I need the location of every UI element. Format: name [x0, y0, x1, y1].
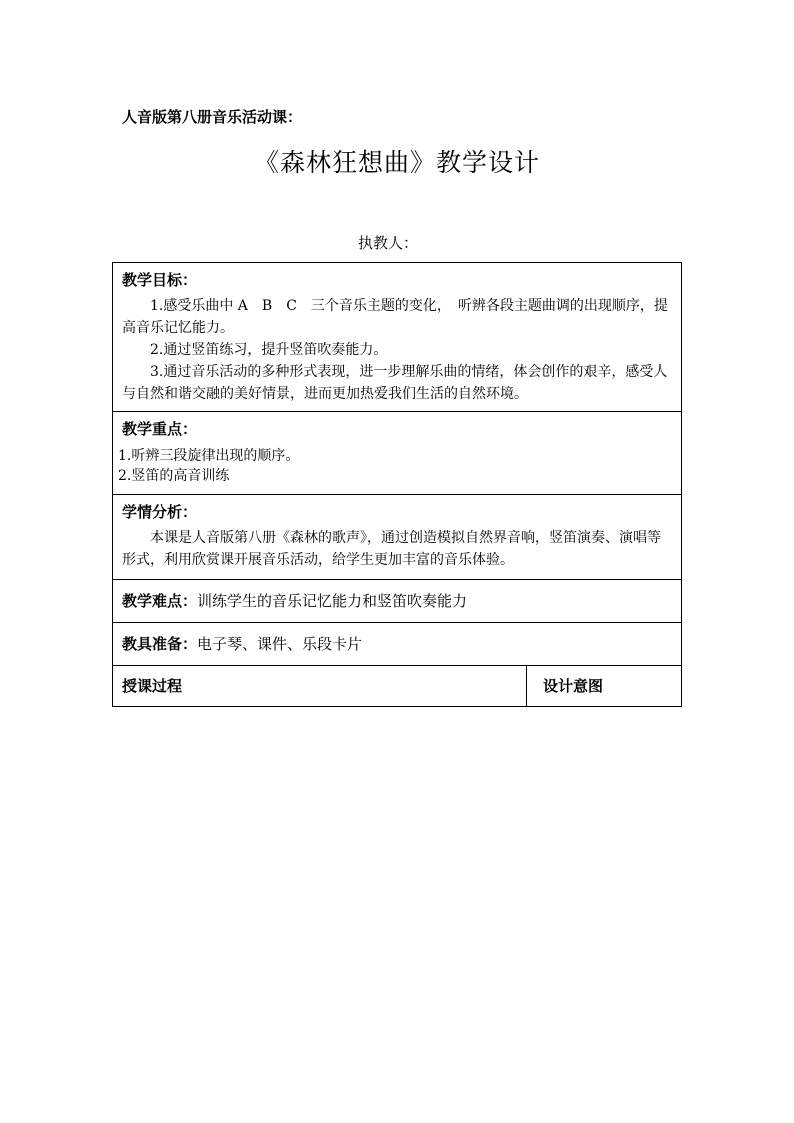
key-point-item: 2.竖笛的高音训练	[118, 468, 230, 484]
materials-row	[113, 623, 682, 666]
materials-cell	[113, 623, 682, 666]
document-title: 《森林狂想曲》教学设计	[253, 148, 540, 177]
difficulty-cell	[113, 580, 682, 623]
analysis-heading: 学情分析：	[122, 503, 198, 521]
key-points-cell	[113, 412, 682, 495]
teacher-label: 执教人：	[358, 234, 419, 252]
series-heading: 人音版第八册音乐活动课：	[122, 108, 303, 126]
process-right-cell	[527, 666, 682, 707]
materials-text: 电子琴、课件、乐段卡片	[197, 635, 363, 653]
objective-item: 1.感受乐曲中 A B C 三个音乐主题的变化， 听辨各段主题曲调的出现顺序，提高音乐记忆能力。	[122, 298, 668, 336]
key-point-item: 1.听辨三段旋律出现的顺序。	[118, 448, 300, 464]
objectives-row	[113, 263, 682, 412]
analysis-cell	[113, 495, 682, 580]
objective-item: 3.通过音乐活动的多种形式表现，进一步理解乐曲的情绪，体会创作的艰辛，感受人与自然和谐交融的美好情景，进而更加热爱我们生活的自然环境。	[122, 364, 668, 402]
process-heading: 授课过程	[122, 677, 183, 695]
difficulty-text: 训练学生的音乐记忆能力和竖笛吹奏能力	[197, 592, 468, 610]
analysis-text: 本课是人音版第八册《森林的歌声》，通过创造模拟自然界音响，竖笛演奏、演唱等形式，利用欣赏课开展音乐活动，给学生更加丰富的音乐体验。	[122, 530, 661, 568]
process-row	[113, 666, 682, 707]
key-points-row	[113, 412, 682, 495]
difficulty-row	[113, 580, 682, 623]
objective-item: 2.通过竖笛练习，提升竖笛吹奏能力。	[150, 342, 388, 358]
key-points-heading: 教学重点：	[122, 420, 198, 438]
objectives-heading: 教学目标：	[122, 271, 198, 289]
lesson-plan-table	[112, 262, 682, 707]
difficulty-heading: 教学难点：	[122, 592, 198, 610]
process-left-cell	[113, 666, 527, 707]
objectives-cell	[113, 263, 682, 412]
materials-heading: 教具准备：	[122, 635, 198, 653]
analysis-row	[113, 495, 682, 580]
design-intent-heading: 设计意图	[543, 677, 604, 695]
